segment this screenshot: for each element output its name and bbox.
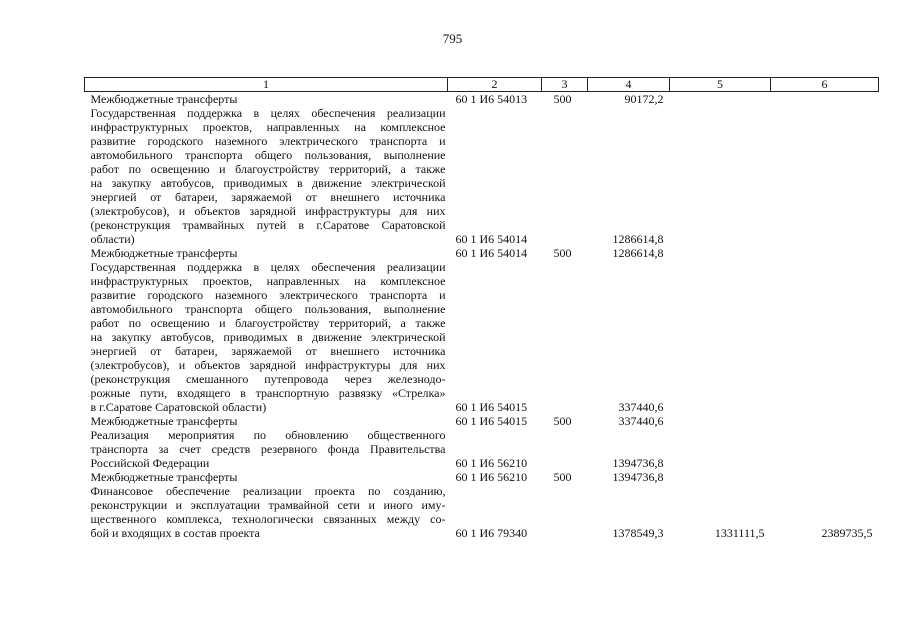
description-line: Межбюджетные трансферты — [90, 92, 238, 106]
target-code-cell: 60 1 И6 54014 — [455, 232, 528, 246]
table-row — [85, 92, 879, 107]
amount-col6-cell — [771, 92, 879, 107]
amount-col6-cell — [771, 106, 879, 246]
description-cell — [85, 484, 448, 540]
expense-type-cell: 500 — [553, 470, 572, 484]
header-col-3: 3 — [542, 78, 588, 92]
amount-col6-cell — [771, 470, 879, 484]
description-line: (электробусов), и объектов зарядной инфраструктуры для них — [90, 204, 446, 218]
expense-type-cell — [542, 106, 588, 246]
expense-type-cell: 500 — [553, 414, 572, 428]
description-line: развитие городского наземного электрического транспорта и — [90, 134, 446, 148]
description-line: на закупку автобусов, приводимых в движение электрической — [90, 330, 446, 344]
description-line: области) — [90, 232, 135, 246]
target-code-cell: 60 1 И6 54013 — [455, 92, 528, 106]
description-line: реконструкции и эксплуатации трамвайной сети и иного иму- — [90, 498, 446, 512]
amount-col5-cell — [670, 260, 771, 414]
target-code-cell: 60 1 И6 79340 — [455, 526, 528, 540]
description-line: развитие городского наземного электрического транспорта и — [90, 288, 446, 302]
amount-col4-cell: 90172,2 — [624, 92, 664, 106]
target-code-cell: 60 1 И6 54015 — [455, 400, 528, 414]
description-line: Межбюджетные трансферты — [90, 470, 238, 484]
description-cell — [85, 414, 448, 428]
amount-col5-cell: 1331111,5 — [714, 526, 765, 540]
description-line: работ по освещению и благоустройству территорий, а также — [90, 316, 446, 330]
table-row — [85, 414, 879, 428]
table-body — [85, 92, 879, 541]
amount-col6-cell — [771, 260, 879, 414]
amount-col4-cell: 1394736,8 — [612, 470, 664, 484]
table-row — [85, 470, 879, 484]
amount-col6-cell — [771, 414, 879, 428]
description-line: на закупку автобусов, приводимых в движение электрической — [90, 176, 446, 190]
description-cell — [85, 246, 448, 260]
table-row — [85, 260, 879, 414]
description-cell — [85, 92, 448, 107]
description-line: рожные пути, входящего в транспортную развязку «Стрелка» — [90, 386, 446, 400]
expense-type-cell — [542, 428, 588, 470]
description-line: (реконструкция трамвайных путей в г.Саратове Саратовской — [90, 218, 446, 232]
description-line: Государственная поддержка в целях обеспечения реализации — [90, 260, 446, 274]
description-cell — [85, 106, 448, 246]
expense-type-cell: 500 — [553, 246, 572, 260]
amount-col5-cell — [670, 414, 771, 428]
header-col-6: 6 — [771, 78, 879, 92]
header-row — [85, 78, 879, 92]
header-col-5: 5 — [670, 78, 771, 92]
description-cell — [85, 428, 448, 470]
amount-col5-cell — [670, 246, 771, 260]
description-line: транспорта за счет средств резервного фонда Правительства — [90, 442, 446, 456]
table-row — [85, 484, 879, 540]
description-cell — [85, 260, 448, 414]
amount-col6-cell: 2389735,5 — [821, 526, 873, 540]
description-line: Государственная поддержка в целях обеспечения реализации — [90, 106, 446, 120]
amount-col5-cell — [670, 428, 771, 470]
description-line: работ по освещению и благоустройству территорий, а также — [90, 162, 446, 176]
header-col-2: 2 — [448, 78, 542, 92]
description-line: (реконструкция смешанного путепровода через железнодо- — [90, 372, 446, 386]
description-line: бой и входящих в состав проекта — [90, 526, 260, 540]
amount-col4-cell: 1286614,8 — [612, 246, 664, 260]
expense-type-cell: 500 — [553, 92, 572, 106]
description-line: щественного комплекса, технологически связанных между со- — [90, 512, 446, 526]
amount-col4-cell: 337440,6 — [618, 400, 664, 414]
description-line: автомобильного транспорта общего пользования, выполнение — [90, 302, 446, 316]
expense-type-cell — [542, 484, 588, 540]
target-code-cell: 60 1 И6 54014 — [455, 246, 528, 260]
amount-col5-cell — [670, 470, 771, 484]
amount-col5-cell — [670, 92, 771, 107]
amount-col4-cell: 1378549,3 — [612, 526, 664, 540]
amount-col4-cell: 337440,6 — [618, 414, 664, 428]
amount-col4-cell: 1286614,8 — [612, 232, 664, 246]
description-line: Реализация мероприятия по обновлению общественного — [90, 428, 446, 442]
description-line: энергией от батареи, заряжаемой от внешнего источника — [90, 190, 446, 204]
description-line: (электробусов), и объектов зарядной инфраструктуры для них — [90, 358, 446, 372]
description-line: автомобильного транспорта общего пользования, выполнение — [90, 148, 446, 162]
description-line: инфраструктурных проектов, направленных на комплексное — [90, 120, 446, 134]
target-code-cell: 60 1 И6 54015 — [455, 414, 528, 428]
target-code-cell: 60 1 И6 56210 — [455, 470, 528, 484]
description-line: в г.Саратове Саратовской области) — [90, 400, 267, 414]
description-cell — [85, 470, 448, 484]
header-col-4: 4 — [588, 78, 670, 92]
table-row — [85, 106, 879, 246]
amount-col4-cell: 1394736,8 — [612, 456, 664, 470]
amount-col6-cell — [771, 246, 879, 260]
description-line: инфраструктурных проектов, направленных на комплексное — [90, 274, 446, 288]
amount-col6-cell — [771, 428, 879, 470]
amount-col5-cell — [670, 106, 771, 246]
table-row — [85, 246, 879, 260]
budget-table — [84, 77, 879, 540]
table-row — [85, 428, 879, 470]
description-line: энергией от батареи, заряжаемой от внешнего источника — [90, 344, 446, 358]
description-line: Российской Федерации — [90, 456, 210, 470]
target-code-cell: 60 1 И6 56210 — [455, 456, 528, 470]
description-line: Межбюджетные трансферты — [90, 246, 238, 260]
expense-type-cell — [542, 260, 588, 414]
header-col-1: 1 — [85, 78, 448, 92]
page-number: 795 — [442, 31, 463, 46]
description-line: Финансовое обеспечение реализации проекта по созданию, — [90, 484, 446, 498]
description-line: Межбюджетные трансферты — [90, 414, 238, 428]
